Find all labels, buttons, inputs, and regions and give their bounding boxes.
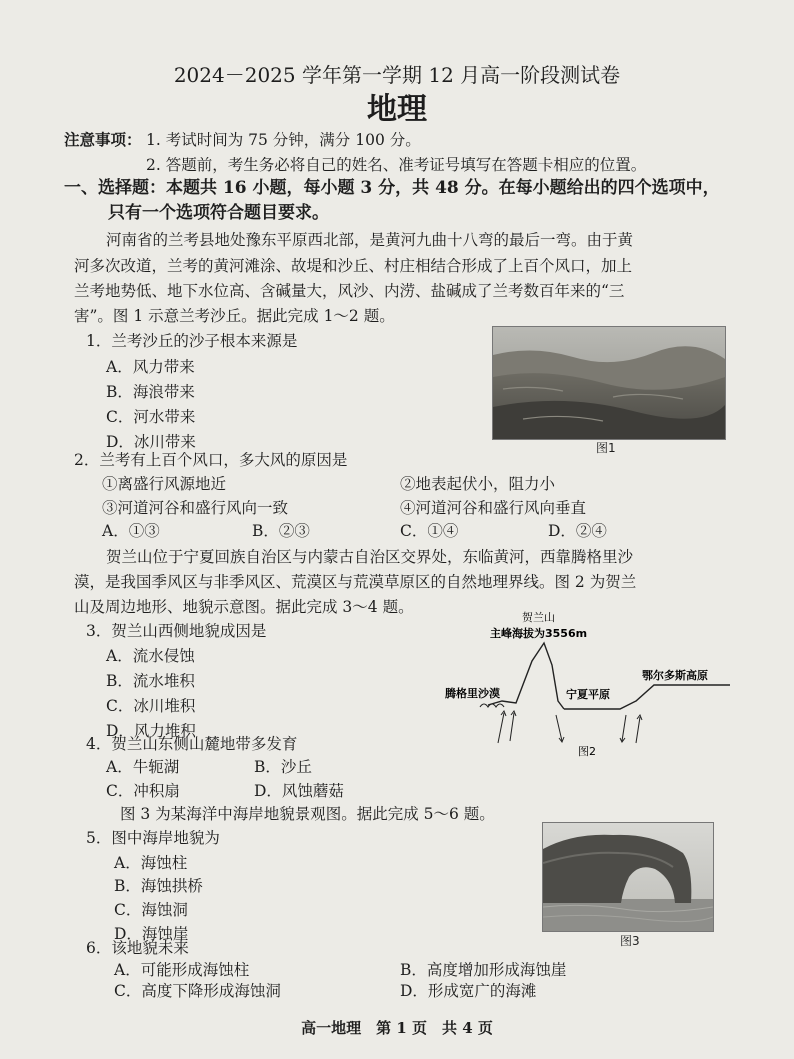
fig2-peak-name: 贺兰山 [522, 611, 555, 624]
passage1-line4: 害”。图 1 示意兰考沙丘。据此完成 1～2 题。 [74, 307, 395, 325]
q3-option-d: D．风力堆积 [106, 722, 196, 740]
subject-title: 地理 [367, 92, 427, 127]
q6-option-d: D．形成宽广的海滩 [400, 982, 537, 1000]
fig2-plateau-label: 鄂尔多斯高原 [642, 669, 708, 682]
q5-option-d: D．海蚀崖 [114, 925, 189, 943]
passage2-line3: 山及周边地形、地貌示意图。据此完成 3～4 题。 [74, 598, 414, 616]
passage2-line1: 贺兰山位于宁夏回族自治区与内蒙古自治区交界处，东临黄河，西靠腾格里沙 [106, 548, 634, 566]
passage1-line1: 河南省的兰考县地处豫东平原西北部，是黄河九曲十八弯的最后一弯。由于黄 [106, 231, 634, 249]
q6-option-b: B．高度增加形成海蚀崖 [400, 961, 567, 979]
passage1-line3: 兰考地势低、地下水位高、含碱量大，风沙、内涝、盐碱成了兰考数百年来的“三 [74, 282, 625, 300]
figure3-caption: 图3 [620, 934, 640, 948]
q6-stem: 6．该地貌未来 [86, 939, 189, 957]
q2-option-a: A．①③ [102, 522, 160, 540]
notice-item-2: 2. 答题前，考生务必将自己的姓名、准考证号填写在答题卡相应的位置。 [146, 156, 647, 174]
q1-stem: 1．兰考沙丘的沙子根本来源是 [86, 332, 298, 350]
notice-label: 注意事项： [64, 130, 142, 149]
q1-option-d: D．冰川带来 [106, 433, 196, 451]
q3-option-a: A．流水侵蚀 [106, 647, 195, 665]
figure1-sand-dune-photo [492, 326, 726, 440]
q1-option-b: B．海浪带来 [106, 383, 195, 401]
q4-stem: 4．贺兰山东侧山麓地带多发育 [86, 735, 298, 753]
q4-option-a: A．牛轭湖 [106, 758, 180, 776]
q4-option-b: B．沙丘 [254, 758, 312, 776]
fig2-plain-label: 宁夏平原 [566, 688, 610, 701]
q2-statement-3: ③河道河谷和盛行风向一致 [102, 499, 289, 517]
q5-option-c: C．海蚀洞 [114, 901, 188, 919]
passage1-line2: 河多次改道，兰考的黄河滩涂、故堤和沙丘、村庄相结合形成了上百个风口，加上 [74, 257, 633, 275]
q1-option-c: C．河水带来 [106, 408, 196, 426]
fig2-caption: 图2 [578, 745, 596, 758]
q3-option-c: C．冰川堆积 [106, 697, 196, 715]
q6-option-c: C．高度下降形成海蚀洞 [114, 982, 281, 1000]
passage3-line1: 图 3 为某海洋中海岸地貌景观图。据此完成 5～6 题。 [120, 805, 495, 823]
q2-statement-2: ②地表起伏小，阻力小 [400, 475, 556, 493]
figure1-caption: 图1 [596, 441, 616, 455]
notice-item-1: 1. 考试时间为 75 分钟，满分 100 分。 [146, 131, 421, 149]
q2-option-c: C．①④ [400, 522, 459, 540]
q3-option-b: B．流水堆积 [106, 672, 195, 690]
q4-option-d: D．风蚀蘑菇 [254, 782, 344, 800]
q2-option-d: D．②④ [548, 522, 607, 540]
q2-option-b: B．②③ [252, 522, 310, 540]
section-heading-line2: 只有一个选项符合题目要求。 [108, 203, 329, 223]
q2-statement-4: ④河道河谷和盛行风向垂直 [400, 499, 587, 517]
section-heading-line1: 一、选择题：本题共 16 小题，每小题 3 分，共 48 分。在每小题给出的四个选项中， [64, 178, 720, 198]
q2-stem: 2．兰考有上百个风口，多大风的原因是 [74, 451, 348, 469]
q6-option-a: A．可能形成海蚀柱 [114, 961, 250, 979]
fig2-peak-altitude: 主峰海拔为3556m [490, 627, 588, 640]
passage2-line2: 漠，是我国季风区与非季风区、荒漠区与荒漠草原区的自然地理界线。图 2 为贺兰 [74, 573, 637, 591]
figure3-sea-arch-photo [542, 822, 714, 932]
exam-title: 2024－2025 学年第一学期 12 月高一阶段测试卷 [173, 63, 621, 87]
fig2-desert-label: 腾格里沙漠 [445, 687, 500, 700]
q1-option-a: A．风力带来 [106, 358, 195, 376]
q5-option-b: B．海蚀拱桥 [114, 877, 203, 895]
q5-stem: 5．图中海岸地貌为 [86, 829, 220, 847]
q3-stem: 3．贺兰山西侧地貌成因是 [86, 622, 267, 640]
q2-statement-1: ①离盛行风源地近 [102, 475, 227, 493]
figure2-terrain-diagram [440, 605, 730, 760]
q5-option-a: A．海蚀柱 [114, 854, 188, 872]
page-footer: 高一地理 第 1 页 共 4 页 [301, 1019, 493, 1037]
q4-option-c: C．冲积扇 [106, 782, 180, 800]
